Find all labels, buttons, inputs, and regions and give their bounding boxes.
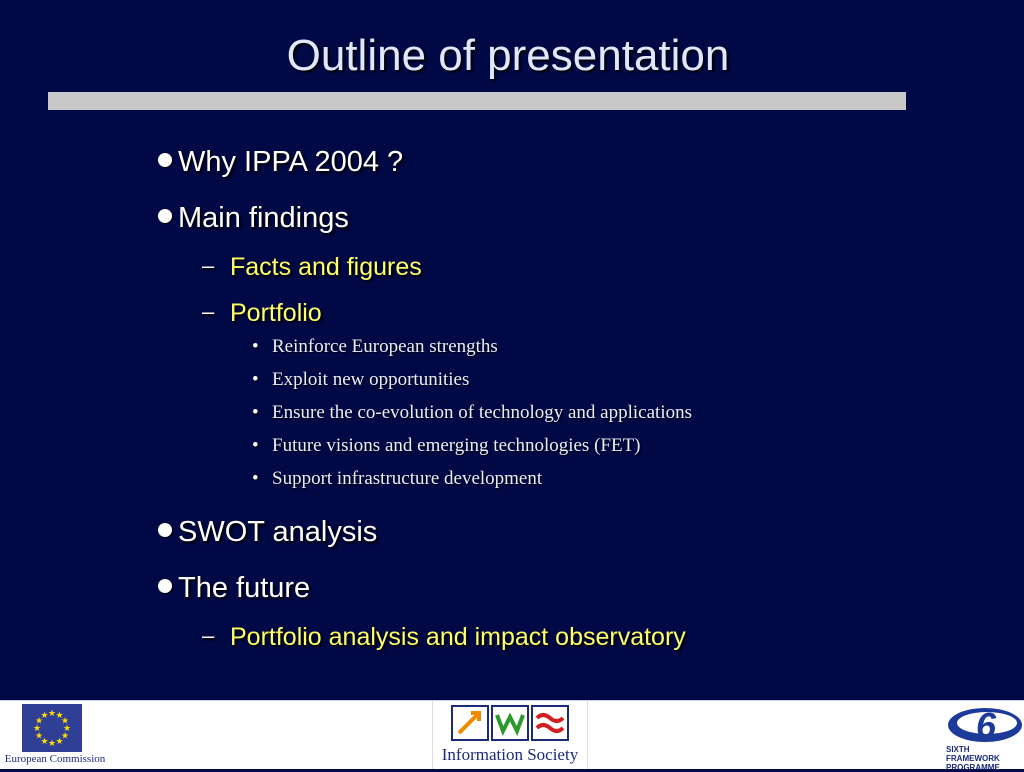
outline-item-text: Exploit new opportunities [272, 369, 470, 390]
outline-item-level-2 [202, 621, 686, 652]
outline-item-level-3 [252, 368, 469, 392]
eu-star-icon: ★ [55, 735, 64, 746]
dash-bullet-icon: – [202, 299, 215, 324]
fp6-swoosh-icon [946, 703, 1024, 745]
eu-star-icon: ★ [60, 730, 70, 741]
outline-item-text: Facts and figures [230, 253, 422, 281]
eu-star-icon: ★ [55, 710, 64, 721]
small-bullet-icon: • [252, 369, 259, 390]
outline-item-level-2 [202, 297, 322, 328]
outline-item-level-2 [202, 251, 422, 282]
information-society-icons [451, 705, 569, 741]
small-bullet-icon: • [252, 435, 259, 456]
information-society-label: Information Society [441, 745, 579, 764]
european-commission-logo [0, 701, 110, 769]
small-bullet-icon: • [252, 468, 259, 489]
eu-star-icon: ★ [40, 735, 49, 746]
small-bullet-icon: • [252, 402, 259, 423]
outline-item-text: Future visions and emerging technologies (FET) [272, 435, 641, 456]
fp6-label: SIXTH FRAMEWORK PROGRAMME [946, 745, 1000, 772]
eu-star-icon: ★ [34, 730, 44, 741]
outline-item-level-3 [252, 335, 498, 359]
bullet-dot-icon [158, 209, 172, 223]
sixth-framework-programme-logo [944, 701, 1024, 772]
eu-star-icon: ★ [34, 715, 44, 726]
bullet-dot-icon [158, 579, 172, 593]
outline-item-text: Ensure the co-evolution of technology and applications [272, 402, 692, 423]
eu-star-icon: ★ [47, 738, 57, 748]
outline-item-text: The future [178, 572, 311, 604]
eu-flag-icon [22, 704, 82, 752]
outline-item-text: Reinforce European strengths [272, 336, 498, 357]
bullet-dot-icon [158, 523, 172, 537]
outline-item-level-1 [158, 571, 310, 605]
footer-logo-strip [0, 700, 1024, 772]
eu-star-icon: ★ [60, 715, 70, 726]
eu-star-icon: ★ [32, 723, 42, 733]
outline-item-level-3 [252, 467, 542, 491]
outline-item-level-1 [158, 145, 403, 179]
outline-item-level-1 [158, 515, 377, 549]
dash-bullet-icon: – [202, 623, 215, 648]
bullet-dot-icon [158, 153, 172, 167]
outline-item-text: Why IPPA 2004 ? [178, 146, 404, 178]
slide-title: Outline of presentation [286, 31, 730, 80]
eu-star-icon: ★ [40, 710, 49, 721]
dash-bullet-icon: – [202, 253, 215, 278]
eu-star-icon: ★ [62, 723, 72, 733]
eu-star-icon: ★ [47, 708, 57, 718]
european-commission-label: European Commission [4, 753, 106, 765]
outline-item-text: Portfolio [230, 299, 322, 327]
outline-item-text: Portfolio analysis and impact observatory [230, 623, 686, 651]
small-bullet-icon: • [252, 336, 259, 357]
outline-item-text: SWOT analysis [178, 516, 378, 548]
information-society-logo [432, 701, 588, 769]
outline-item-text: Main findings [178, 202, 349, 234]
fp6-number: 6 [976, 705, 997, 745]
outline-item-level-1 [158, 201, 349, 235]
outline-item-level-3 [252, 434, 641, 458]
outline-item-text: Support infrastructure development [272, 468, 543, 489]
outline-item-level-3 [252, 401, 692, 425]
